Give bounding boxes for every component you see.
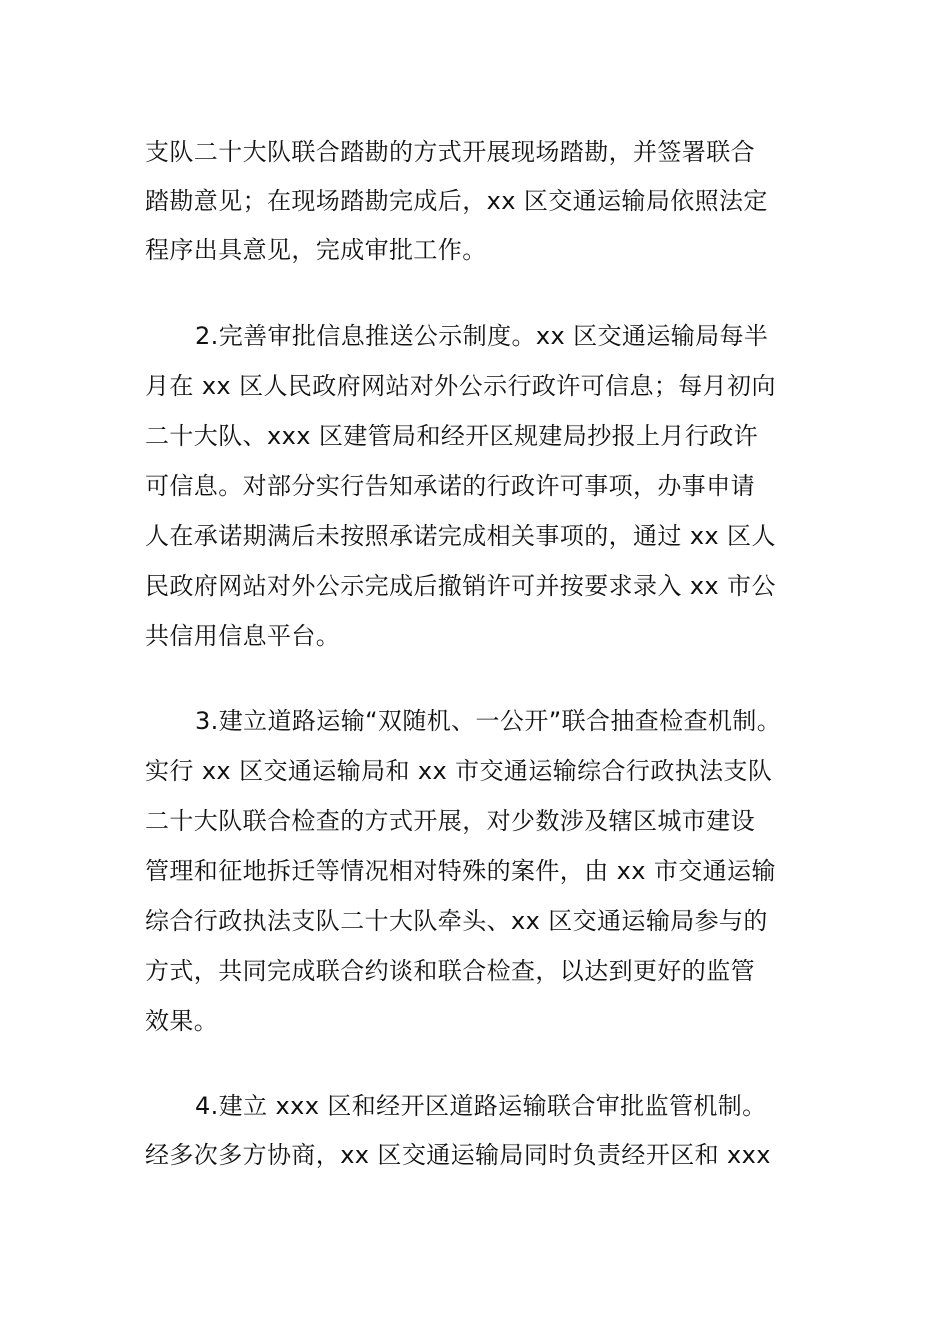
paragraph-3-line-7: 效果。	[145, 1007, 219, 1035]
paragraph-4-line-1: 4.建立 xxx 区和经开区道路运输联合审批监管机制。	[195, 1092, 767, 1120]
paragraph-2-line-2: 月在 xx 区人民政府网站对外公示行政许可信息；每月初向	[145, 372, 776, 400]
paragraph-3-line-3: 二十大队联合检查的方式开展，对少数涉及辖区城市建设	[145, 807, 755, 835]
paragraph-2-line-3: 二十大队、xxx 区建管局和经开区规建局抄报上月行政许	[145, 422, 759, 450]
paragraph-3-line-4: 管理和征地拆迁等情况相对特殊的案件，由 xx 市交通运输	[145, 857, 776, 885]
paragraph-2-line-4: 可信息。对部分实行告知承诺的行政许可事项，办事申请	[145, 472, 755, 500]
paragraph-2-line-1: 2.完善审批信息推送公示制度。xx 区交通运输局每半	[195, 322, 769, 350]
paragraph-2-line-7: 共信用信息平台。	[145, 622, 341, 650]
paragraph-1-line-1: 支队二十大队联合踏勘的方式开展现场踏勘，并签署联合	[145, 138, 755, 166]
paragraph-3-line-1: 3.建立道路运输“双随机、一公开”联合抽查检查机制。	[195, 707, 782, 735]
paragraph-1-line-3: 程序出具意见，完成审批工作。	[145, 236, 487, 264]
paragraph-4-line-2: 经多次多方协商，xx 区交通运输局同时负责经开区和 xxx	[145, 1141, 771, 1169]
paragraph-3-line-2: 实行 xx 区交通运输局和 xx 市交通运输综合行政执法支队	[145, 757, 773, 785]
paragraph-2-line-5: 人在承诺期满后未按照承诺完成相关事项的，通过 xx 区人	[145, 522, 776, 550]
paragraph-1-line-2: 踏勘意见；在现场踏勘完成后，xx 区交通运输局依照法定	[145, 187, 768, 215]
paragraph-3-line-5: 综合行政执法支队二十大队牵头、xx 区交通运输局参与的	[145, 907, 768, 935]
paragraph-3-line-6: 方式，共同完成联合约谈和联合检查，以达到更好的监管	[145, 957, 755, 985]
paragraph-2-line-6: 民政府网站对外公示完成后撤销许可并按要求录入 xx 市公	[145, 572, 776, 600]
